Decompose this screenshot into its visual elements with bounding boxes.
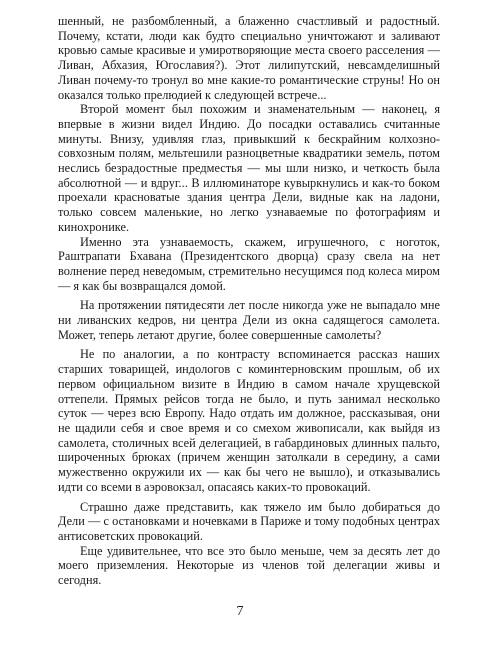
page-number: 7 [236,604,244,619]
paragraph-6: Страшно даже представить, как тяжело им было добираться до Дели — с остановками и ночевками в Париже и тому подобных центрах антисоветских провокаций. [58,499,440,543]
paragraph-3: Именно эта узнаваемость, скажем, игрушечного, с ноготок, Раштрапати Бхавана (Президентского дворца) сразу свела на нет волнение перед неведомым, стремительно несущимся под колеса миром — я как бы возвращался домой. [58,234,440,293]
document-body [58,14,440,588]
paragraph-1: шенный, не разбомбленный, а блаженно счастливый и радостный. Почему, кстати, люди как будто специально уничтожают и заливают кровью самые красивые и умиротворяющие места своего расселения — Ливан, Абхазия, Югославия?). Этот лилипутский, невсамделишный Ливан почему-то тронул во мне какие-то романтические струны! Но он оказался только прелюдией к следующей встрече... [58,14,440,102]
paragraph-2: Второй момент был похожим и знаменательным — наконец, я впервые в жизни видел Индию. До посадки оставались считанные минуты. Внизу, удивляя глаз, привыкший к бескрайним колхозно-совхозным полям, мельтешили разноцветные квадратики земель, потом неслись безрадостные предместья — мы шли низко, и четкость была абсолютной — и вдруг... В иллюминаторе кувыркнулись и как-то боком проехали красноватые здания центра Дели, видные как на ладони, только совсем маленькие, но легко узнаваемые по фотографиям и кинохронике. [58,102,440,234]
paragraph-5: Не по аналогии, а по контрасту вспоминается рассказ наших старших товарищей, индологов с коминтерновским прошлым, об их первом официальном визите в Индию в самом начале хрущевской оттепели. Прямых рейсов тогда не было, и путь занимал несколько суток — через всю Европу. Надо отдать им должное, рассказывая, они не щадили себя и свое время и со смехом живописали, как выйдя из самолета, столичных всей делегацией, в габардиновых длинных пальто, широченных брюках (причем женщин затолкали в середину, а сами мужественно окружили их — как бы чего не вышло), и отказывались идти со всеми в аэровокзал, опасаясь каких-то провокаций. [58,347,440,494]
paragraph-4: На протяжении пятидесяти лет после никогда уже не выпадало мне ни ливанских кедров, ни центра Дели из окна садящегося самолета. Может, теперь летают другие, более совершенные самолеты? [58,298,440,342]
paragraph-7: Еще удивительнее, что все это было меньше, чем за десять лет до моего приземления. Некоторые из членов той делегации живы и сегодня. [58,543,440,588]
